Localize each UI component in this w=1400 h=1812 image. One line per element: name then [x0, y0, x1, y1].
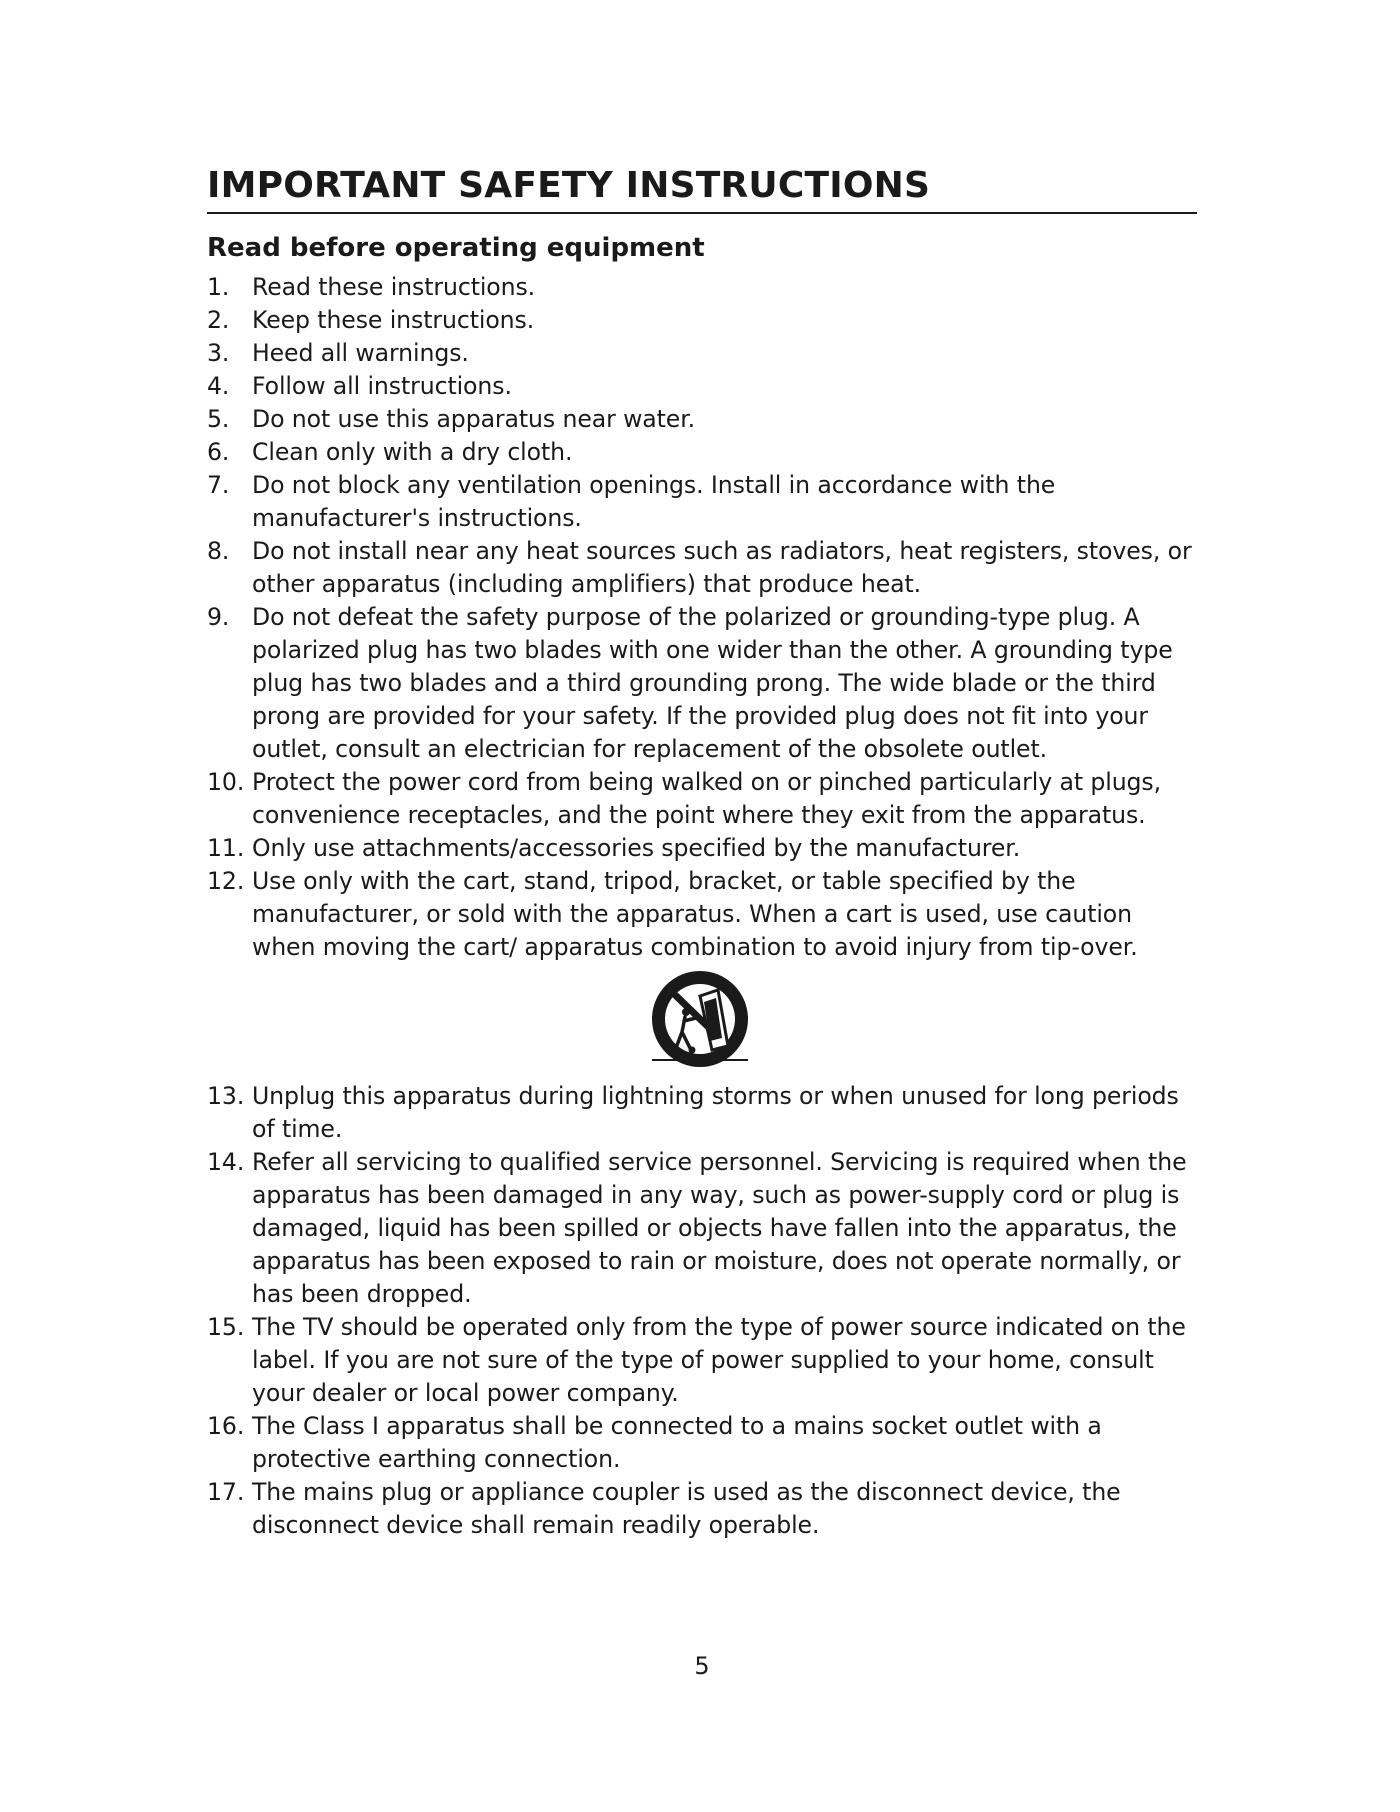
item-number: 17.: [207, 1478, 245, 1506]
instructions-list-part2: [207, 1080, 1197, 1542]
list-item: [207, 1410, 1197, 1476]
list-item: [207, 436, 1197, 469]
item-number: 15.: [207, 1313, 245, 1341]
item-text: The mains plug or appliance coupler is used as the disconnect device, the disconnect device shall remain readily operable.: [252, 1478, 1121, 1539]
item-number: 13.: [207, 1082, 245, 1110]
item-text: Do not use this apparatus near water.: [252, 405, 696, 433]
item-text: Do not block any ventilation openings. Install in accordance with the manufacturer's instructions.: [252, 471, 1056, 532]
item-text: Only use attachments/accessories specified by the manufacturer.: [252, 834, 1021, 862]
item-number: 14.: [207, 1148, 245, 1176]
item-text: Do not install near any heat sources such as radiators, heat registers, stoves, or other apparatus (including amplifiers) that produce heat.: [252, 537, 1192, 598]
list-item: [207, 370, 1197, 403]
list-item: [207, 469, 1197, 535]
item-number: 4.: [207, 372, 230, 400]
item-number: 16.: [207, 1412, 245, 1440]
list-item: [207, 337, 1197, 370]
item-number: 6.: [207, 438, 230, 466]
item-number: 5.: [207, 405, 230, 433]
list-item: [207, 403, 1197, 436]
item-text: Do not defeat the safety purpose of the polarized or grounding-type plug. A polarized plug has two blades with one wider than the other. A grounding type plug has two blades and a third grounding prong. The wide blade or the third prong are provided for your safety. If the provided plug does not fit into your outlet, consult an electrician for replacement of the obsolete outlet.: [252, 603, 1173, 763]
item-number: 7.: [207, 471, 230, 499]
item-text: Keep these instructions.: [252, 306, 535, 334]
item-number: 3.: [207, 339, 230, 367]
item-number: 1.: [207, 273, 230, 301]
item-number: 10.: [207, 768, 245, 796]
item-text: Protect the power cord from being walked on or pinched particularly at plugs, convenience receptacles, and the point where they exit from the apparatus.: [252, 768, 1162, 829]
list-item: [207, 1080, 1197, 1146]
list-item: [207, 865, 1197, 964]
list-item: [207, 1476, 1197, 1542]
item-text: Clean only with a dry cloth.: [252, 438, 573, 466]
list-item: [207, 271, 1197, 304]
item-text: Unplug this apparatus during lightning storms or when unused for long periods of time.: [252, 1082, 1179, 1143]
item-number: 8.: [207, 537, 230, 565]
item-text: Follow all instructions.: [252, 372, 512, 400]
list-item: [207, 1146, 1197, 1311]
section-subheading: Read before operating equipment: [207, 233, 705, 263]
item-number: 11.: [207, 834, 245, 862]
list-item: [207, 1311, 1197, 1410]
list-item: [207, 601, 1197, 766]
instructions-list-part1: [207, 271, 1197, 964]
page-number: 5: [694, 1652, 710, 1680]
item-text: Read these instructions.: [252, 273, 536, 301]
list-item: [207, 766, 1197, 832]
item-text: Heed all warnings.: [252, 339, 469, 367]
item-number: 2.: [207, 306, 230, 334]
page-title: IMPORTANT SAFETY INSTRUCTIONS: [207, 164, 1197, 214]
cart-tip-over-warning-icon: [648, 968, 754, 1072]
item-number: 12.: [207, 867, 245, 895]
item-text: The TV should be operated only from the type of power source indicated on the label. If you are not sure of the type of power supplied to your home, consult your dealer or local power company.: [252, 1313, 1186, 1407]
item-number: 9.: [207, 603, 230, 631]
item-text: Refer all servicing to qualified service personnel. Servicing is required when the apparatus has been damaged in any way, such as power-supply cord or plug is damaged, liquid has been spilled or objects have fallen into the apparatus, the apparatus has been exposed to rain or moisture, does not operate normally, or has been dropped.: [252, 1148, 1187, 1308]
list-item: [207, 832, 1197, 865]
item-text: The Class I apparatus shall be connected to a mains socket outlet with a protective earthing connection.: [252, 1412, 1102, 1473]
list-item: [207, 304, 1197, 337]
list-item: [207, 535, 1197, 601]
item-text: Use only with the cart, stand, tripod, bracket, or table specified by the manufacturer, or sold with the apparatus. When a cart is used, use caution when moving the cart/ apparatus combination to avoid injury from tip-over.: [252, 867, 1138, 961]
